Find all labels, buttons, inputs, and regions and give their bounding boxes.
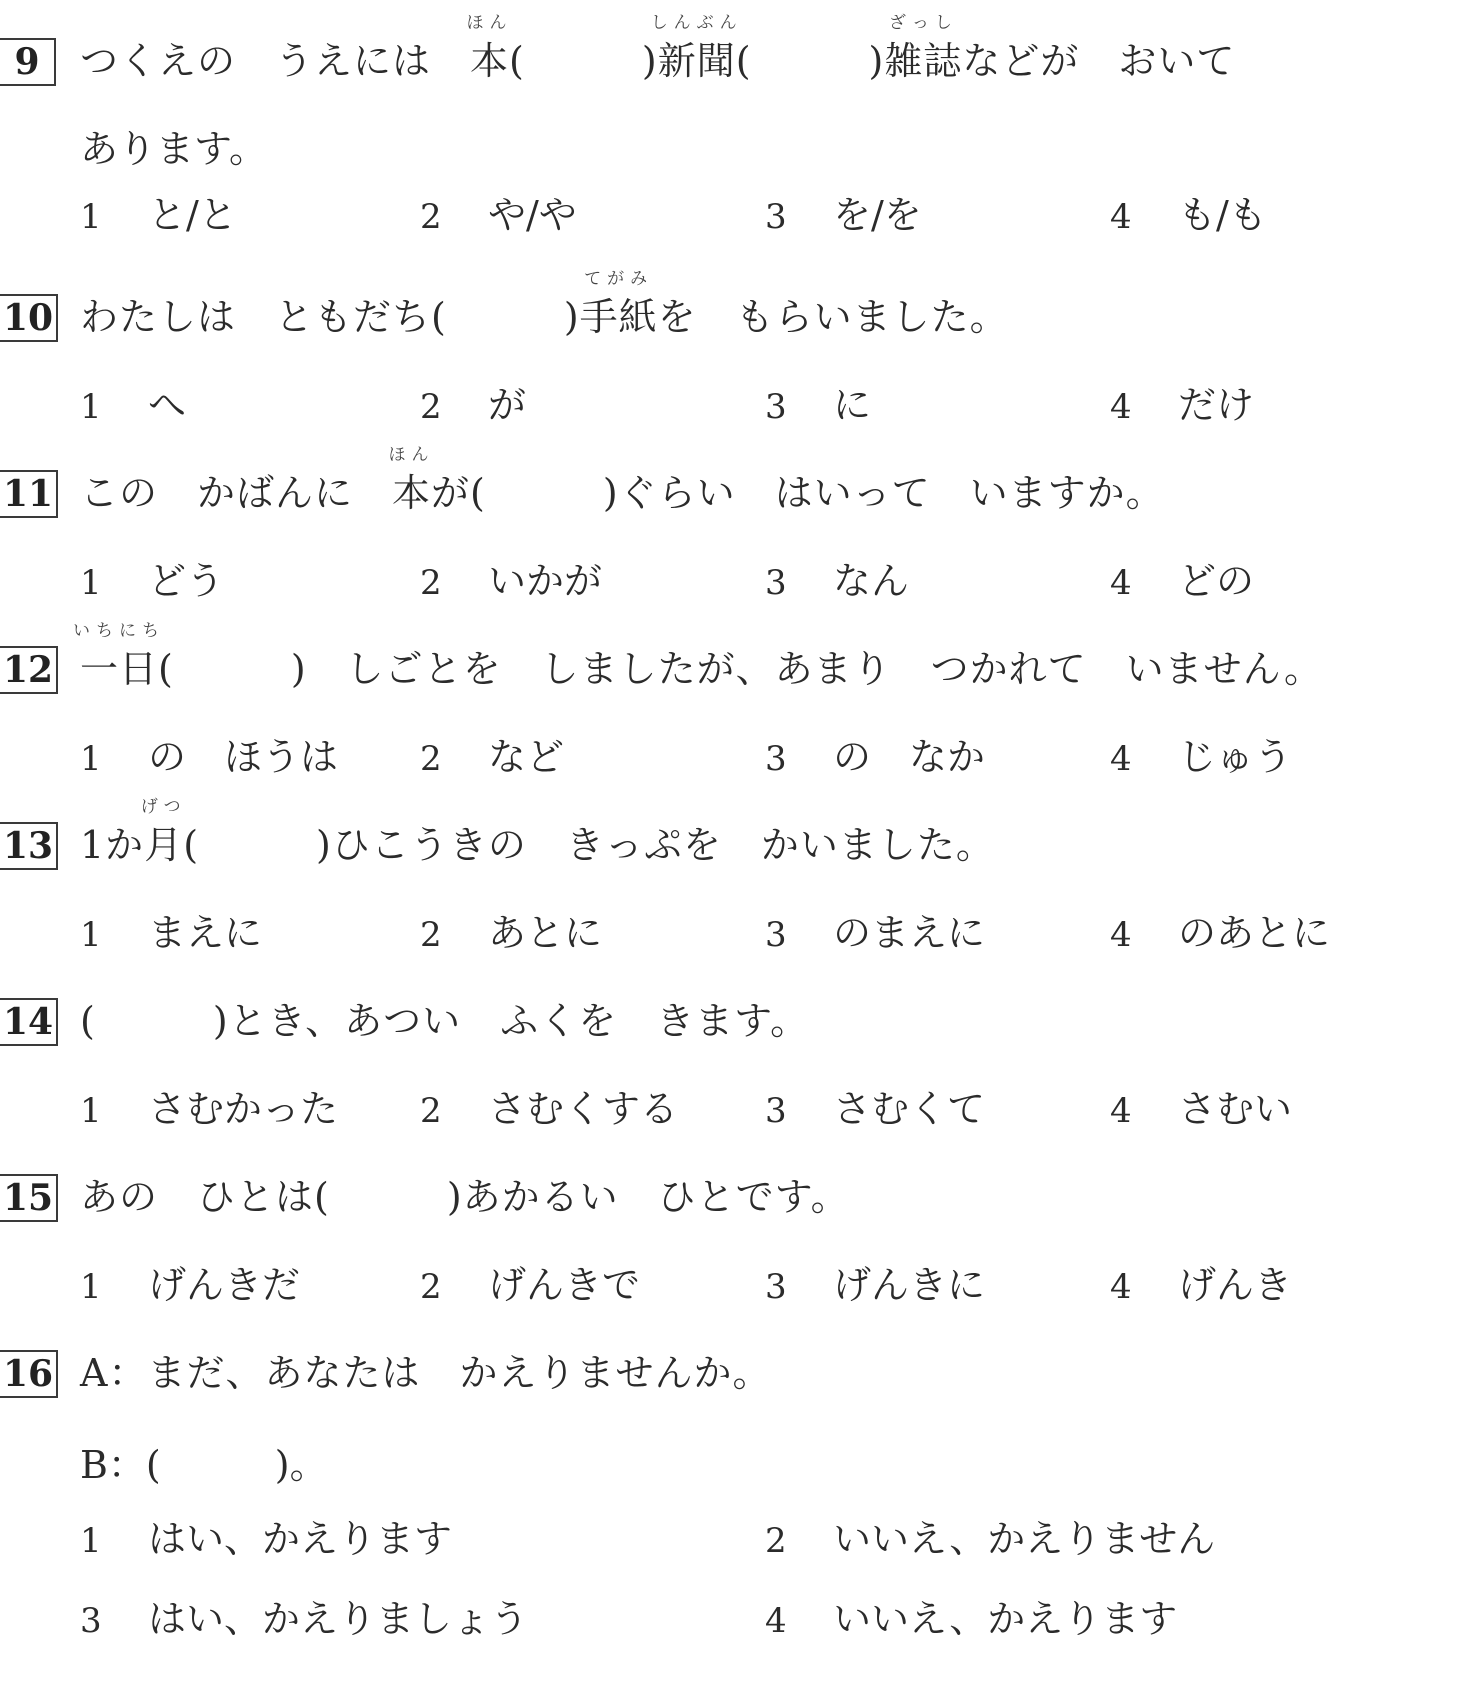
option-number: 2: [765, 1521, 787, 1561]
option-text: と/と: [148, 193, 237, 237]
option[interactable]: [765, 911, 986, 955]
option-number: 4: [1110, 563, 1132, 603]
question-number: 15: [0, 1174, 58, 1222]
question-16-reply: [80, 1443, 328, 1487]
question-number: 11: [0, 470, 58, 518]
furigana: ざっし: [888, 13, 958, 33]
option-text: を/を: [833, 193, 922, 237]
question-stem: [80, 797, 995, 867]
option-number: 2: [420, 915, 442, 955]
option-number: 3: [765, 739, 787, 779]
option-number: 1: [80, 387, 102, 427]
option[interactable]: [765, 1517, 1216, 1561]
question-stem: [80, 1175, 850, 1219]
option[interactable]: [80, 1517, 453, 1561]
option[interactable]: [1110, 1263, 1293, 1307]
option[interactable]: [80, 735, 339, 779]
option-text: へ: [148, 383, 187, 427]
option-text: どう: [148, 559, 225, 603]
option-text: や/や: [488, 193, 577, 237]
option-text: さむかった: [148, 1087, 339, 1131]
option-number: 3: [80, 1601, 102, 1641]
option-number: 3: [765, 197, 787, 237]
question-stem: [80, 269, 1009, 339]
stem-text: 1か: [80, 823, 145, 867]
option-text: も/も: [1178, 193, 1267, 237]
option[interactable]: [765, 193, 922, 237]
stem-text: わたしは ともだち( ): [80, 295, 580, 339]
option-number: 1: [80, 739, 102, 779]
furigana: げつ: [140, 797, 187, 817]
option[interactable]: [420, 735, 565, 779]
stem-text: つくえの うえには: [80, 39, 471, 83]
stem-text: を もらいました。: [657, 295, 1009, 339]
stem-text: A：まだ、あなたは かえりませんか。: [80, 1351, 772, 1395]
option-text: など: [488, 735, 565, 779]
stem-text: この かばんに: [80, 471, 393, 515]
option-text: はい、かえります: [148, 1517, 453, 1561]
stem-text: などが おいて: [962, 39, 1236, 83]
option[interactable]: [420, 911, 603, 955]
option[interactable]: [420, 559, 603, 603]
kanji-with-reading: [73, 621, 165, 691]
question-stem: [80, 445, 1165, 515]
option[interactable]: [420, 1087, 679, 1131]
option[interactable]: [1110, 735, 1293, 779]
option[interactable]: [420, 193, 577, 237]
option-number: 1: [80, 915, 102, 955]
option-text: いかが: [488, 559, 603, 603]
option-number: 2: [420, 197, 442, 237]
option[interactable]: [765, 1597, 1178, 1641]
question-number: 16: [0, 1350, 58, 1398]
option-number: 4: [1110, 387, 1132, 427]
kanji-with-reading: [140, 797, 187, 867]
furigana: ほん: [466, 13, 513, 33]
option-text: が: [488, 383, 527, 427]
question-stem: [80, 13, 1236, 83]
option-number: 2: [420, 1091, 442, 1131]
option-text: のまえに: [833, 911, 986, 955]
kanji: 雑誌: [884, 39, 963, 83]
question-stem: [80, 999, 810, 1043]
option-number: 4: [1110, 1267, 1132, 1307]
option[interactable]: [420, 383, 527, 427]
option[interactable]: [1110, 559, 1255, 603]
question-number: 13: [0, 822, 58, 870]
blank: ( ): [735, 39, 885, 83]
stem-text: が( )ぐらい はいって いますか。: [431, 471, 1165, 515]
stem-text: あの ひとは( )あかるい ひとです。: [80, 1175, 850, 1219]
kanji: 一日: [80, 647, 159, 691]
option-number: 3: [765, 915, 787, 955]
option-number: 2: [420, 563, 442, 603]
question-stem: [73, 621, 1323, 691]
kanji: 本: [392, 471, 432, 515]
option-number: 2: [420, 739, 442, 779]
option-number: 3: [765, 563, 787, 603]
option-number: 2: [420, 1267, 442, 1307]
option-text: げんき: [1178, 1263, 1293, 1307]
option-number: 4: [1110, 197, 1132, 237]
option-text: どの: [1178, 559, 1255, 603]
option-number: 1: [80, 197, 102, 237]
option-number: 4: [1110, 739, 1132, 779]
furigana: しんぶん: [650, 13, 743, 33]
option[interactable]: [80, 193, 237, 237]
option-number: 4: [1110, 1091, 1132, 1131]
option-text: さむくて: [833, 1087, 986, 1131]
kanji-with-reading: [388, 445, 435, 515]
question-number: 12: [0, 646, 58, 694]
option-text: じゅう: [1178, 735, 1293, 779]
option[interactable]: [80, 1597, 529, 1641]
question-number: 14: [0, 998, 58, 1046]
option[interactable]: [765, 1087, 986, 1131]
option-text: のあとに: [1178, 911, 1331, 955]
option-number: 1: [80, 1267, 102, 1307]
option-text: まえに: [148, 911, 263, 955]
option-number: 4: [765, 1601, 787, 1641]
option[interactable]: [1110, 911, 1331, 955]
question-number: 9: [0, 38, 56, 86]
option-text: の なか: [833, 735, 986, 779]
kanji-with-reading: [884, 13, 963, 83]
stem-text: B：( )。: [80, 1443, 328, 1487]
option-text: の ほうは: [148, 735, 339, 779]
kanji-with-reading: [650, 13, 743, 83]
option-text: いいえ、かえりません: [833, 1517, 1216, 1561]
option-number: 3: [765, 1091, 787, 1131]
kanji: 手紙: [579, 295, 658, 339]
option-number: 1: [80, 1521, 102, 1561]
option-text: げんきだ: [148, 1263, 301, 1307]
option[interactable]: [765, 1263, 986, 1307]
stem-text: ( )とき、あつい ふくを きます。: [80, 999, 810, 1043]
option[interactable]: [80, 383, 187, 427]
option-text: いいえ、かえります: [833, 1597, 1178, 1641]
kanji-with-reading: [466, 13, 513, 83]
kanji: 新聞: [657, 39, 736, 83]
kanji: 本: [470, 39, 510, 83]
option-number: 3: [765, 387, 787, 427]
option[interactable]: [80, 911, 263, 955]
option[interactable]: [1110, 1087, 1293, 1131]
option[interactable]: [765, 735, 986, 779]
option-text: だけ: [1178, 383, 1255, 427]
kanji: 月: [144, 823, 184, 867]
option-text: なん: [833, 559, 910, 603]
blank: ( ): [509, 39, 658, 83]
option-number: 1: [80, 563, 102, 603]
option-text: さむい: [1178, 1087, 1293, 1131]
option[interactable]: [765, 559, 910, 603]
furigana: ほん: [388, 445, 435, 465]
option-text: げんきで: [488, 1263, 641, 1307]
option[interactable]: [1110, 193, 1267, 237]
option-text: はい、かえりましょう: [148, 1597, 529, 1641]
option-text: さむくする: [488, 1087, 679, 1131]
option[interactable]: [420, 1263, 641, 1307]
furigana: いちにち: [73, 621, 165, 641]
question-stem: [80, 1351, 772, 1395]
stem-text: ( ) しごとを しましたが、あまり つかれて いません。: [158, 647, 1323, 691]
question-9-continuation: [80, 127, 267, 171]
option[interactable]: [80, 1087, 339, 1131]
option-number: 1: [80, 1091, 102, 1131]
question-number: 10: [0, 294, 58, 342]
option[interactable]: [765, 383, 872, 427]
stem-text: ( )ひこうきの きっぷを かいました。: [183, 823, 995, 867]
option-number: 3: [765, 1267, 787, 1307]
stem-text: あります。: [80, 127, 267, 171]
option[interactable]: [1110, 383, 1255, 427]
option-text: に: [833, 383, 872, 427]
kanji-with-reading: [579, 269, 658, 339]
option[interactable]: [80, 1263, 301, 1307]
option-number: 2: [420, 387, 442, 427]
furigana: てがみ: [584, 269, 654, 289]
option[interactable]: [80, 559, 225, 603]
option-text: あとに: [488, 911, 603, 955]
option-number: 4: [1110, 915, 1132, 955]
option-text: げんきに: [833, 1263, 986, 1307]
